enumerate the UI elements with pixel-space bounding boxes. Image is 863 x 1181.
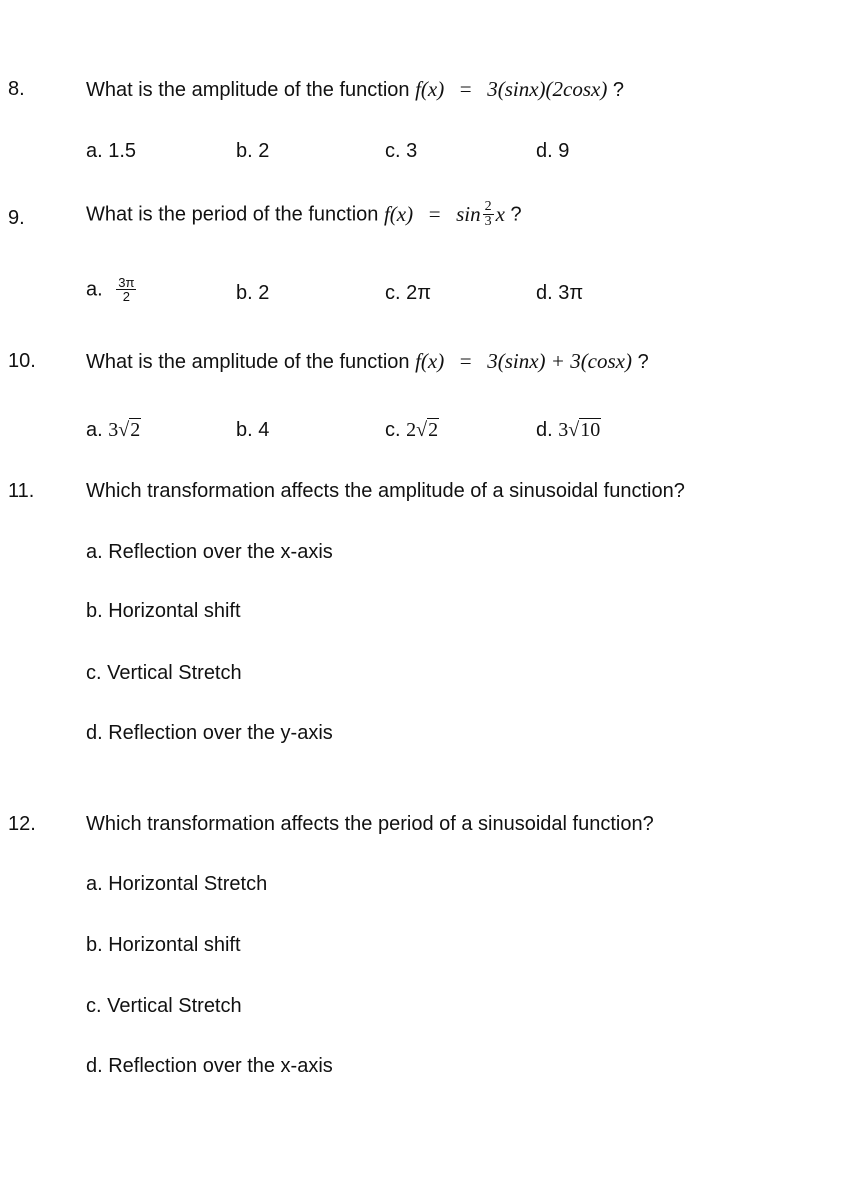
question-11-text: Which transformation affects the amplitude of a sinusoidal function? (86, 480, 685, 502)
question-10-choice-c-label: c. (385, 419, 401, 441)
question-10-choice-c-coefficient: 2 (406, 419, 417, 441)
question-10-choice-a-value (108, 419, 141, 441)
question-9-sin: sin (456, 202, 481, 226)
question-11-choice-a[interactable]: a. Reflection over the x-axis (86, 541, 333, 563)
question-10-choice-c[interactable] (385, 418, 439, 440)
question-12-choice-d[interactable]: d. Reflection over the x-axis (86, 1055, 333, 1077)
question-9-choice-b[interactable]: b. 2 (236, 282, 270, 304)
question-9-fraction-numerator: 2 (484, 199, 492, 214)
question-10-number: 10. (8, 350, 36, 372)
question-9-choice-a-label: a. (86, 278, 103, 301)
question-11-choice-d[interactable]: d. Reflection over the y-axis (86, 722, 333, 744)
question-9-number: 9. (8, 207, 25, 229)
question-10-choice-d-radicand: 10 (580, 419, 601, 441)
question-10-choice-a-label: a. (86, 419, 103, 441)
question-10-choice-c-value (406, 419, 439, 441)
question-10-choice-a-radicand: 2 (130, 419, 141, 441)
question-8-choice-c[interactable]: c. 3 (385, 140, 418, 162)
question-10-choice-c-radicand: 2 (428, 419, 439, 441)
question-12-choice-a[interactable]: a. Horizontal Stretch (86, 873, 268, 895)
question-12-choice-b[interactable]: b. Horizontal shift (86, 934, 241, 956)
question-8-expression: 3(sinx)(2cosx) (487, 77, 608, 101)
question-9-equals: = (428, 202, 441, 226)
question-11-choice-c[interactable]: c. Vertical Stretch (86, 662, 242, 684)
question-9-qmark: ? (510, 203, 522, 226)
question-8-qmark: ? (612, 79, 625, 101)
question-8-text (86, 79, 624, 100)
question-10-prompt: What is the amplitude of the function (86, 351, 410, 373)
question-9-prompt: What is the period of the function (86, 203, 379, 226)
question-9-fx: f(x) (383, 202, 414, 226)
question-9-fraction-denominator: 3 (484, 214, 492, 229)
question-12-choice-c[interactable]: c. Vertical Stretch (86, 995, 242, 1017)
question-8-fx: f(x) (415, 77, 445, 101)
question-10-fx: f(x) (415, 349, 445, 373)
question-9-choice-a[interactable] (86, 276, 138, 303)
question-10-choice-a[interactable] (86, 418, 141, 440)
question-8-choice-d[interactable]: d. 9 (536, 140, 570, 162)
question-9-x: x (495, 202, 505, 226)
question-10-text (86, 351, 649, 372)
question-10-choice-d-value (558, 419, 601, 441)
question-8-number: 8. (8, 78, 25, 100)
question-10-choice-d-coefficient: 3 (558, 419, 569, 441)
question-11-choice-b[interactable]: b. Horizontal shift (86, 600, 241, 622)
question-9-choice-a-fraction (116, 276, 136, 303)
sqrt-icon: √ (416, 419, 428, 441)
question-12-number: 12. (8, 813, 36, 835)
question-12-text: Which transformation affects the period of a sinusoidal function? (86, 813, 654, 835)
question-10-expression: 3(sinx) + 3(cosx) (487, 349, 632, 373)
sqrt-icon: √ (568, 419, 580, 441)
question-8-choice-a[interactable]: a. 1.5 (86, 140, 137, 162)
question-10-choice-b[interactable]: b. 4 (236, 419, 270, 441)
question-9-choice-a-numerator: 3π (118, 275, 135, 290)
question-11-number: 11. (8, 480, 35, 502)
question-9-choice-d[interactable]: d. 3π (536, 282, 584, 304)
question-10-choice-d[interactable] (536, 418, 601, 440)
question-8-equals: = (459, 77, 472, 101)
question-9-choice-c[interactable]: c. 2π (385, 282, 432, 304)
question-8-prompt: What is the amplitude of the function (86, 79, 410, 101)
question-9-choice-a-denominator: 2 (116, 289, 136, 303)
question-8-choice-b[interactable]: b. 2 (236, 140, 270, 162)
question-9-text (86, 200, 522, 229)
question-10-choice-d-label: d. (536, 419, 553, 441)
question-10-qmark: ? (637, 351, 649, 373)
question-10-equals: = (459, 349, 472, 373)
question-10-choice-a-coefficient: 3 (108, 419, 119, 441)
sqrt-icon: √ (118, 419, 130, 441)
question-9-fraction (483, 200, 494, 229)
